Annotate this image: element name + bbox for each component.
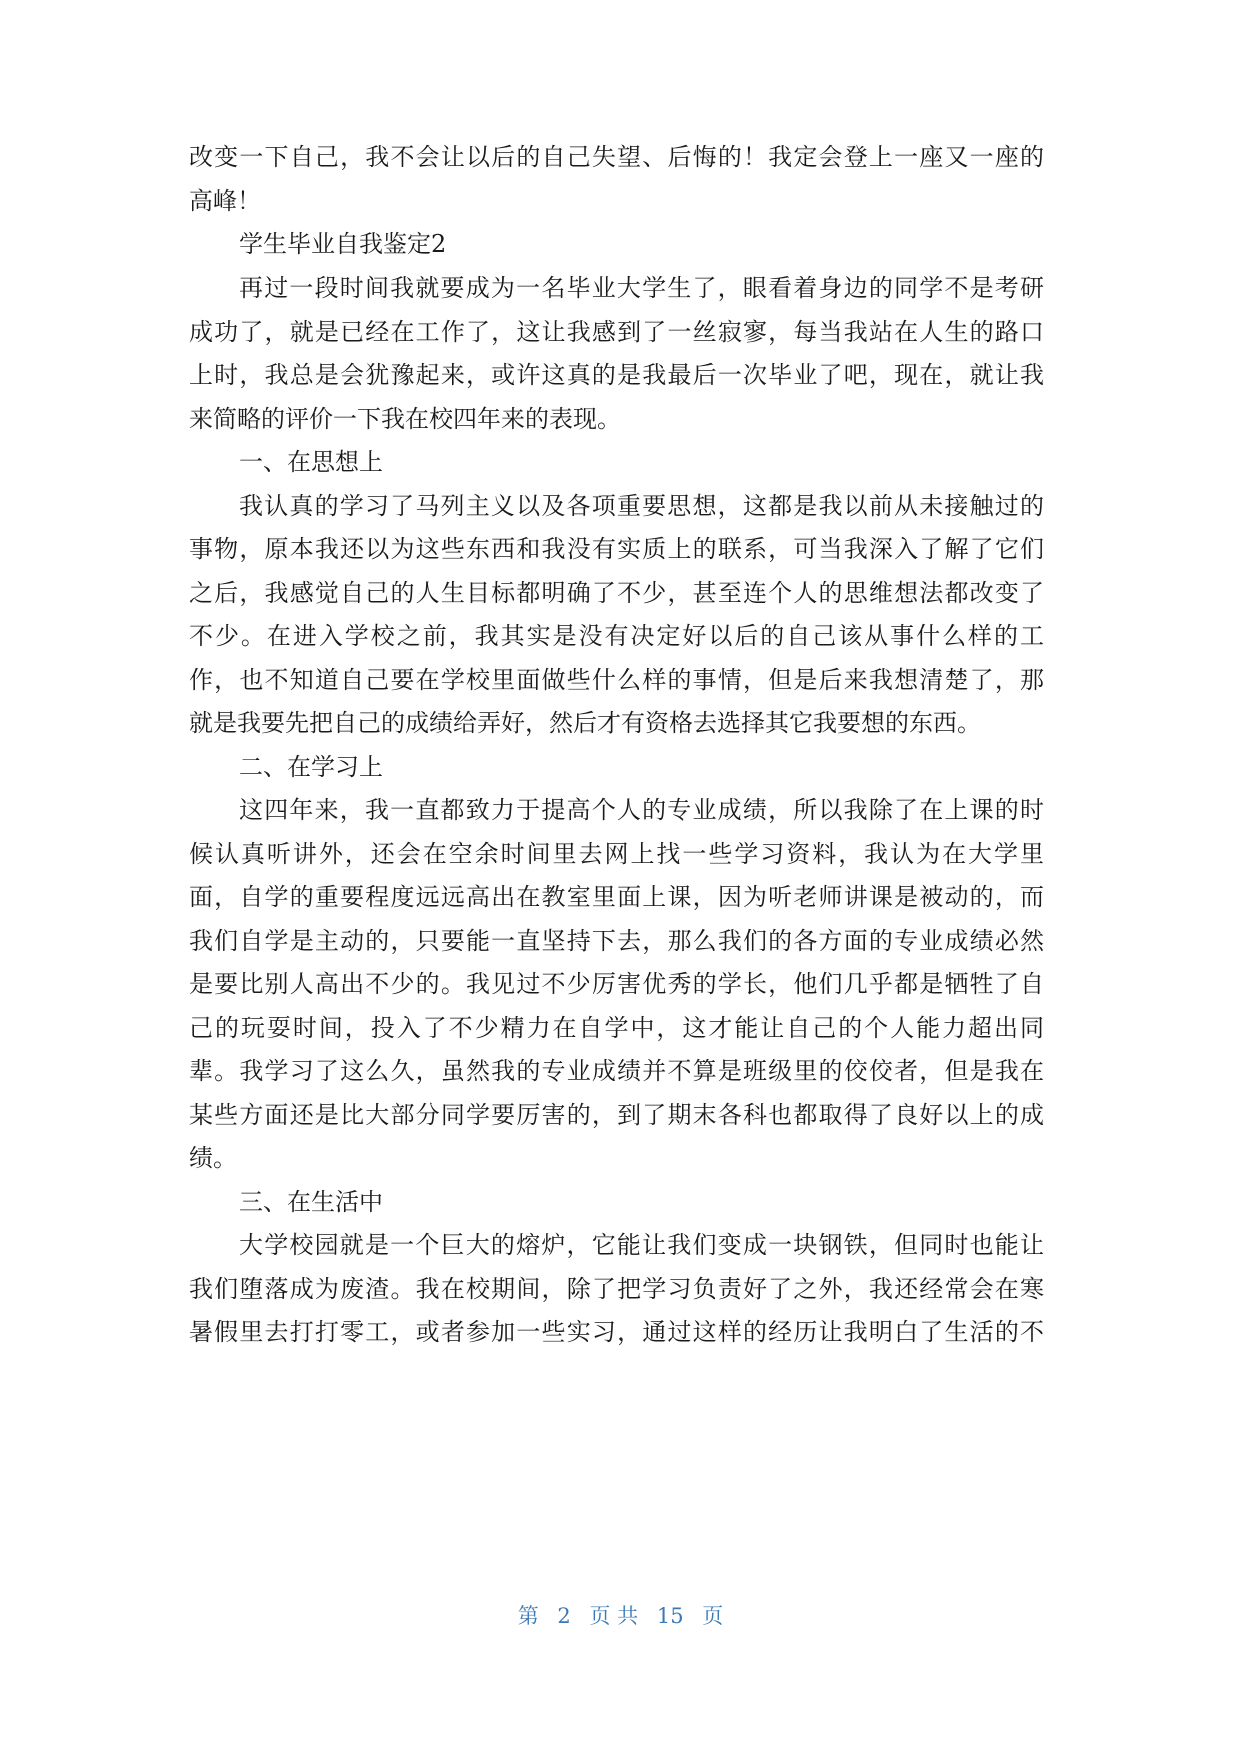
body-text-line: 候认真听讲外，还会在空余时间里去网上找一些学习资料，我认为在大学里 [189,840,1044,868]
section-title: 学生毕业自我鉴定2 [239,230,447,258]
body-text-line: 是要比别人高出不少的。我见过不少厉害优秀的学长，他们几乎都是牺牲了自 [189,970,1044,998]
body-text-line: 成功了，就是已经在工作了，这让我感到了一丝寂寥，每当我站在人生的路口 [189,318,1044,346]
body-text-line: 大学校园就是一个巨大的熔炉，它能让我们变成一块钢铁，但同时也能让 [239,1231,1044,1259]
body-text-line: 再过一段时间我就要成为一名毕业大学生了，眼看着身边的同学不是考研 [239,274,1044,302]
page-number-footer [0,1602,1241,1630]
subsection-heading: 一、在思想上 [239,448,383,476]
body-text-line: 我认真的学习了马列主义以及各项重要思想，这都是我以前从未接触过的 [239,492,1044,520]
body-text-line: 辈。我学习了这么久，虽然我的专业成绩并不算是班级里的佼佼者，但是我在 [189,1057,1044,1085]
body-text-line: 改变一下自己，我不会让以后的自己失望、后悔的！我定会登上一座又一座的 [189,143,1044,171]
body-text-line: 来简略的评价一下我在校四年来的表现。 [189,405,621,433]
subsection-heading: 三、在生活中 [239,1188,383,1216]
body-text-line: 就是我要先把自己的成绩给弄好，然后才有资格去选择其它我要想的东西。 [189,709,981,737]
body-text-line: 不少。在进入学校之前，我其实是没有决定好以后的自己该从事什么样的工 [189,622,1044,650]
body-text-line: 某些方面还是比大部分同学要厉害的，到了期末各科也都取得了良好以上的成 [189,1101,1044,1129]
current-page-number: 2 [557,1604,571,1628]
total-pages-number: 15 [656,1604,684,1628]
page-label: 第 [517,1604,539,1628]
body-text-line: 暑假里去打打零工，或者参加一些实习，通过这样的经历让我明白了生活的不 [189,1318,1044,1346]
page-of-label: 页 共 [589,1604,639,1628]
body-text-line: 我们堕落成为废渣。我在校期间，除了把学习负责好了之外，我还经常会在寒 [189,1275,1044,1303]
pages-label: 页 [702,1604,724,1628]
body-text-line: 事物，原本我还以为这些东西和我没有实质上的联系，可当我深入了解了它们 [189,535,1044,563]
body-text-line: 这四年来，我一直都致力于提高个人的专业成绩，所以我除了在上课的时 [239,796,1044,824]
body-text-line: 作，也不知道自己要在学校里面做些什么样的事情，但是后来我想清楚了，那 [189,666,1044,694]
body-text-line: 绩。 [189,1144,237,1172]
body-text-line: 之后，我感觉自己的人生目标都明确了不少，甚至连个人的思维想法都改变了 [189,579,1044,607]
body-text-line: 高峰！ [189,187,261,215]
body-text-line: 上时，我总是会犹豫起来，或许这真的是我最后一次毕业了吧，现在，就让我 [189,361,1044,389]
body-text-line: 己的玩耍时间，投入了不少精力在自学中，这才能让自己的个人能力超出同 [189,1014,1044,1042]
body-text-line: 面，自学的重要程度远远高出在教室里面上课，因为听老师讲课是被动的，而 [189,883,1044,911]
body-text-line: 我们自学是主动的，只要能一直坚持下去，那么我们的各方面的专业成绩必然 [189,927,1044,955]
subsection-heading: 二、在学习上 [239,753,383,781]
